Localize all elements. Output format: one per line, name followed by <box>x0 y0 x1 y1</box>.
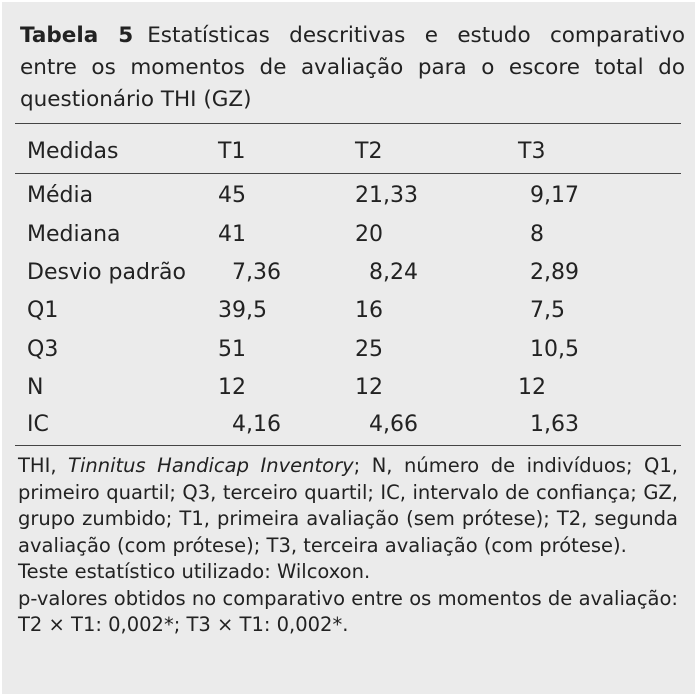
table-cell: 4,66 <box>369 412 418 437</box>
top-rule <box>15 123 681 124</box>
row-label: Desvio padrão <box>27 260 186 285</box>
table-label: Tabela 5 <box>20 23 134 48</box>
table-cell: 8 <box>530 222 544 247</box>
abbreviations-note <box>18 453 678 559</box>
table-footnotes <box>18 453 678 639</box>
table-cell: 39,5 <box>218 298 267 323</box>
pvalues-note: p-valores obtidos no comparativo entre os momentos de avaliação: T2 × T1: 0,002*; T3 × T1: 0,002*. <box>18 586 678 636</box>
table-cell: 41 <box>218 222 246 247</box>
abbr-pre: THI, <box>18 454 69 477</box>
table-cell: 7,36 <box>232 260 281 285</box>
table-cell: 25 <box>355 337 383 362</box>
table-cell: 51 <box>218 337 246 362</box>
table-cell: 12 <box>518 375 546 400</box>
row-label: Mediana <box>27 222 121 247</box>
table-cell: 12 <box>355 375 383 400</box>
table-cell: 7,5 <box>530 298 565 323</box>
abbr-italic: Tinnitus Handicap Inventory <box>68 454 354 477</box>
bottom-rule <box>15 445 681 446</box>
table-cell: 45 <box>218 183 246 208</box>
table-cell: 20 <box>355 222 383 247</box>
caption-text: Estatísticas descritivas e estudo comparativo entre os momentos de avaliação para o escore total do questionário THI (GZ) <box>20 23 685 112</box>
table-cell: 1,63 <box>530 412 579 437</box>
row-label: IC <box>27 412 49 437</box>
table-cell: 21,33 <box>355 183 418 208</box>
header-rule <box>15 173 681 174</box>
header-measures: Medidas <box>27 139 119 164</box>
header-t1: T1 <box>218 139 246 164</box>
table-cell: 8,24 <box>369 260 418 285</box>
abbr-post: ; N, número de indivíduos; Q1, primeiro quartil; Q3, terceiro quartil; IC, intervalo de confiança; GZ, grupo zumbido; T1, primeira avaliação (sem prótese); T2, segunda avaliação (com prótese); T3, terceira avaliação (com prótese). <box>18 454 678 557</box>
row-label: N <box>27 375 44 400</box>
table-cell: 9,17 <box>530 183 579 208</box>
table-caption <box>20 20 685 116</box>
test-note: Teste estatístico utilizado: Wilcoxon. <box>18 560 371 583</box>
table-cell: 4,16 <box>232 412 281 437</box>
header-t2: T2 <box>355 139 383 164</box>
table-cell: 10,5 <box>530 337 579 362</box>
table-cell: 16 <box>355 298 383 323</box>
header-t3: T3 <box>518 139 546 164</box>
row-label: Média <box>27 183 94 208</box>
row-label: Q3 <box>27 337 59 362</box>
table-cell: 12 <box>218 375 246 400</box>
table-cell: 2,89 <box>530 260 579 285</box>
row-label: Q1 <box>27 298 59 323</box>
